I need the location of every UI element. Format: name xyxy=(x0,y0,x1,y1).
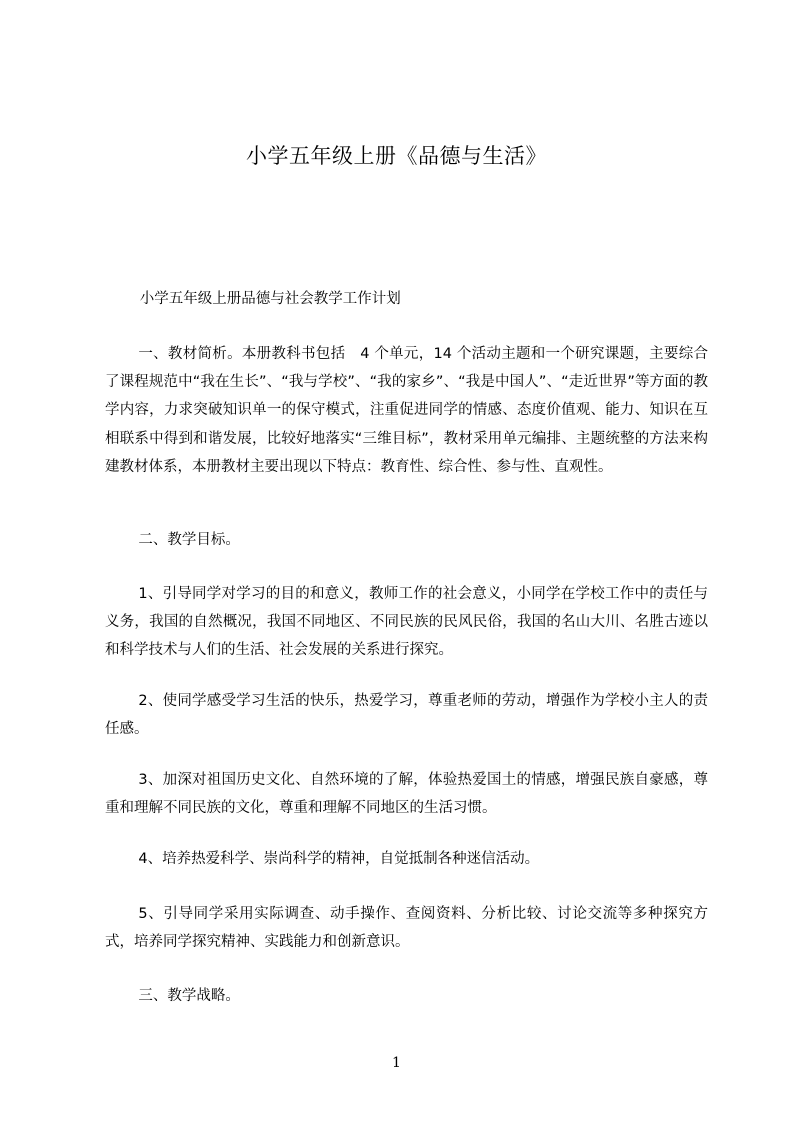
page-title: 小学五年级上册《品德与生活》 xyxy=(246,144,547,168)
goal-item-2: 2、使同学感受学习生活的快乐，热爱学习，尊重老师的劳动，增强作为学校小主人的责任感。 xyxy=(105,693,708,738)
document-subtitle: 小学五年级上册品德与社会教学工作计划 xyxy=(139,291,401,307)
section-textbook-analysis: 一、教材简析。本册教科书包括 4 个单元，14 个活动主题和一个研究课题，主要综合了课程规范中“我在生长”、“我与学校”、“我的家乡”、“我是中国人”、“走近世界”等方面的教学内容，力求突破知识单一的保守模式，注重促进同学的情感、态度价值观、能力、知识在互相联系中得到和谐发展，比较好地落实“三维目标”，教材采用单元编排、主题统整的方法来构建教材体系，本册教材主要出现以下特点：教育性、综合性、参与性、直观性。 xyxy=(105,346,708,475)
goal-item-4: 4、培养热爱科学、崇尚科学的精神，自觉抵制各种迷信活动。 xyxy=(138,851,540,867)
page-number: 1 xyxy=(392,1055,401,1071)
goal-item-5: 5、引导同学采用实际调查、动手操作、查阅资料、分析比较、讨论交流等多种探究方式，培养同学探究精神、实践能力和创新意识。 xyxy=(105,906,708,951)
goal-item-1: 1、引导同学对学习的目的和意义，教师工作的社会意义，小同学在学校工作中的责任与义务，我国的自然概况，我国不同地区、不同民族的民风民俗，我国的名山大川、名胜古迹以和科学技术与人们的生活、社会发展的关系进行探究。 xyxy=(105,586,708,659)
section-heading-teaching-strategy: 三、教学战略。 xyxy=(138,988,240,1004)
section-heading-teaching-goals: 二、教学目标。 xyxy=(138,532,240,548)
goal-item-3: 3、加深对祖国历史文化、自然环境的了解，体验热爱国土的情感，增强民族自豪感，尊重和理解不同民族的文化，尊重和理解不同地区的生活习惯。 xyxy=(105,772,708,817)
